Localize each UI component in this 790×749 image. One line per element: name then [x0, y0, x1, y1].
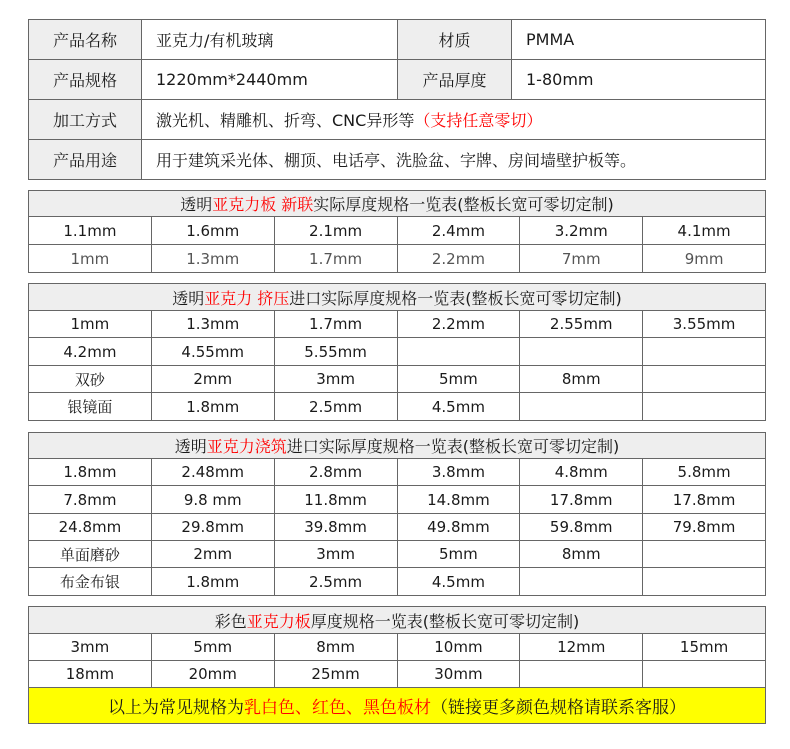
spec-cell [643, 338, 766, 366]
spec-cell [520, 661, 643, 688]
spec-cell [643, 568, 766, 596]
spec-cell: 5.8mm [643, 459, 766, 486]
spec-cell: 17.8mm [643, 486, 766, 514]
spec-cell: 2.8mm [275, 459, 398, 486]
spec-cell: 4.8mm [520, 459, 643, 486]
section-title [29, 191, 766, 217]
spec-cell: 1.3mm [152, 311, 275, 338]
title-suffix: 进口实际厚度规格一览表(整板长宽可零切定制) [286, 437, 620, 456]
title-highlight: 亚克力板 [246, 611, 311, 631]
spec-cell: 2.1mm [275, 217, 398, 245]
spec-cell: 11.8mm [275, 486, 398, 514]
footer-notice [29, 688, 766, 724]
spec-cell: 29.8mm [152, 514, 275, 541]
spec-row-label: 双砂 [29, 366, 152, 393]
spec-cell: 4.5mm [398, 568, 521, 596]
spec-cell: 7mm [520, 245, 643, 273]
spec-cell: 3mm [275, 366, 398, 393]
spec-cell: 1.6mm [152, 217, 275, 245]
spec-cell: 1.1mm [29, 217, 152, 245]
spec-cell: 12mm [520, 634, 643, 661]
spec-cell: 2mm [152, 541, 275, 568]
spec-cell: 1.7mm [275, 245, 398, 273]
spec-cell: 5.55mm [275, 338, 398, 366]
spec-cell: 7.8mm [29, 486, 152, 514]
size-label: 产品规格 [29, 60, 142, 100]
processing-note: （支持任意零切） [414, 111, 543, 130]
spec-table-extruded [28, 283, 766, 421]
spec-cell: 10mm [398, 634, 521, 661]
usage-label: 产品用途 [29, 140, 142, 180]
title-prefix: 透明 [174, 437, 207, 456]
spec-cell: 2.48mm [152, 459, 275, 486]
spec-cell: 79.8mm [643, 514, 766, 541]
spec-cell: 25mm [275, 661, 398, 688]
thickness-label: 产品厚度 [398, 60, 512, 100]
spec-cell: 3.55mm [643, 311, 766, 338]
spec-cell: 1mm [29, 245, 152, 273]
spec-cell: 3.2mm [520, 217, 643, 245]
spec-cell: 5mm [398, 366, 521, 393]
spec-cell [643, 541, 766, 568]
spec-cell: 4.55mm [152, 338, 275, 366]
spec-cell: 8mm [520, 541, 643, 568]
spec-cell [520, 568, 643, 596]
spec-table-color [28, 606, 766, 724]
spec-cell: 1mm [29, 311, 152, 338]
spec-cell: 24.8mm [29, 514, 152, 541]
spec-cell: 9mm [643, 245, 766, 273]
spec-cell: 2.5mm [275, 568, 398, 596]
section-title [29, 607, 766, 634]
spec-cell: 2.5mm [275, 393, 398, 421]
title-prefix: 透明 [180, 195, 213, 214]
processing-methods: 激光机、精雕机、折弯、CNC异形等 [156, 111, 415, 130]
spec-cell: 3.8mm [398, 459, 521, 486]
spec-cell: 1.8mm [152, 568, 275, 596]
product-name-label: 产品名称 [29, 20, 142, 60]
spec-cell [643, 661, 766, 688]
spec-cell: 18mm [29, 661, 152, 688]
spec-cell: 1.8mm [29, 459, 152, 486]
spec-cell [643, 366, 766, 393]
spec-cell: 5mm [152, 634, 275, 661]
spec-cell [520, 393, 643, 421]
footer-highlight: 乳白色、红色、黑色板材 [244, 698, 431, 718]
section-title [29, 284, 766, 311]
spec-cell: 2.2mm [398, 245, 521, 273]
spec-cell: 17.8mm [520, 486, 643, 514]
spec-cell: 20mm [152, 661, 275, 688]
spec-cell [520, 338, 643, 366]
spec-cell: 4.1mm [643, 217, 766, 245]
thickness-value: 1-80mm [512, 60, 766, 100]
spec-cell: 4.5mm [398, 393, 521, 421]
footer-prefix: 以上为常见规格为 [108, 698, 244, 718]
spec-cell: 39.8mm [275, 514, 398, 541]
product-info-table [28, 19, 766, 180]
spec-row-label: 布金布银 [29, 568, 152, 596]
spec-cell: 2mm [152, 366, 275, 393]
spec-cell: 2.2mm [398, 311, 521, 338]
product-name-value: 亚克力/有机玻璃 [142, 20, 398, 60]
spec-cell: 1.8mm [152, 393, 275, 421]
title-prefix: 透明 [172, 288, 205, 308]
spec-cell: 8mm [520, 366, 643, 393]
spec-cell: 3mm [29, 634, 152, 661]
size-value: 1220mm*2440mm [142, 60, 398, 100]
title-highlight: 亚克力板 新联 [212, 195, 314, 214]
spec-cell [643, 393, 766, 421]
title-prefix: 彩色 [214, 611, 247, 631]
title-highlight: 亚克力 挤压 [204, 288, 290, 308]
spec-table-cast [28, 432, 766, 596]
spec-row-label: 单面磨砂 [29, 541, 152, 568]
title-suffix: 厚度规格一览表(整板长宽可零切定制) [310, 611, 580, 631]
footer-suffix: （链接更多颜色规格请联系客服） [431, 698, 686, 718]
material-value: PMMA [512, 20, 766, 60]
section-title [29, 433, 766, 459]
usage-value: 用于建筑采光体、棚顶、电话亭、洗脸盆、字牌、房间墙壁护板等。 [142, 140, 766, 180]
material-label: 材质 [398, 20, 512, 60]
spec-table-xinlian [28, 190, 766, 273]
spec-cell: 9.8 mm [152, 486, 275, 514]
spec-cell: 2.4mm [398, 217, 521, 245]
spec-cell [398, 338, 521, 366]
processing-label: 加工方式 [29, 100, 142, 140]
spec-cell: 4.2mm [29, 338, 152, 366]
spec-cell: 49.8mm [398, 514, 521, 541]
spec-cell: 30mm [398, 661, 521, 688]
spec-cell: 8mm [275, 634, 398, 661]
spec-cell: 2.55mm [520, 311, 643, 338]
title-highlight: 亚克力浇筑 [206, 437, 287, 456]
spec-cell: 59.8mm [520, 514, 643, 541]
spec-cell: 14.8mm [398, 486, 521, 514]
spec-cell: 1.7mm [275, 311, 398, 338]
spec-row-label: 银镜面 [29, 393, 152, 421]
processing-value [142, 100, 766, 140]
title-suffix: 实际厚度规格一览表(整板长宽可零切定制) [313, 195, 614, 214]
spec-cell: 15mm [643, 634, 766, 661]
title-suffix: 进口实际厚度规格一览表(整板长宽可零切定制) [289, 288, 622, 308]
spec-cell: 1.3mm [152, 245, 275, 273]
spec-cell: 5mm [398, 541, 521, 568]
spec-cell: 3mm [275, 541, 398, 568]
